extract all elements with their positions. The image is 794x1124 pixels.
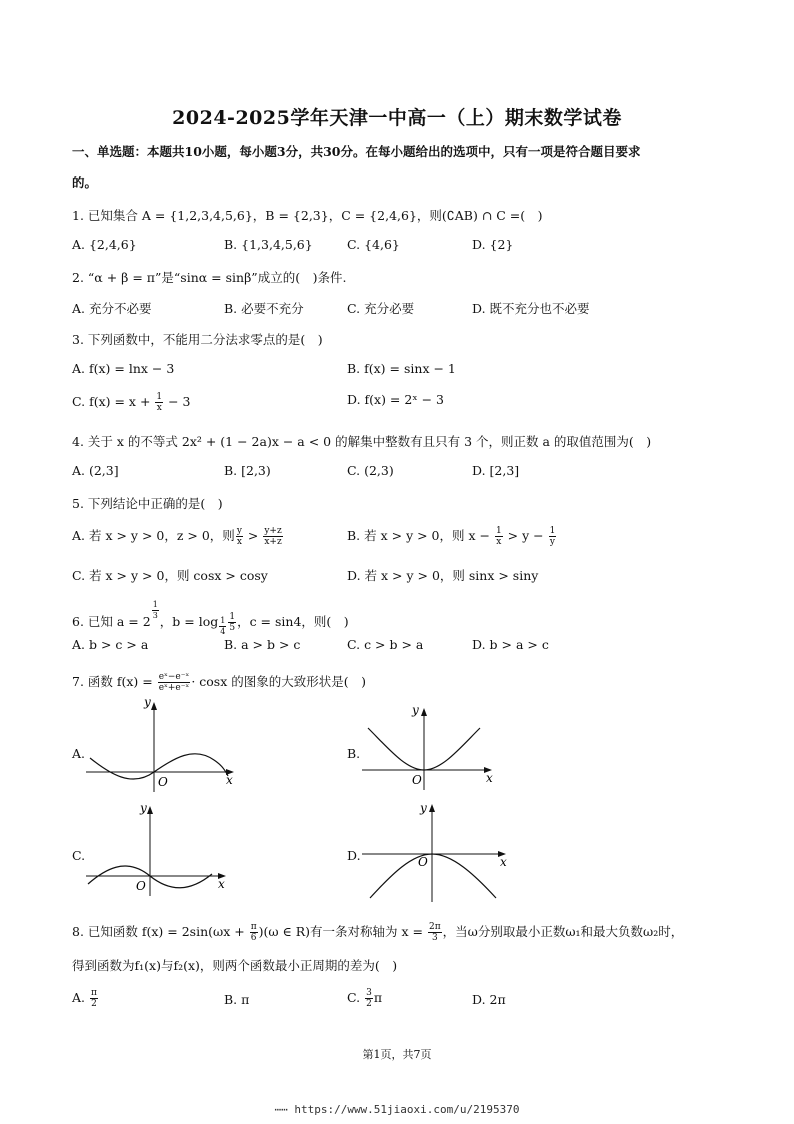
frac-num: 1	[549, 526, 556, 536]
q3-option-d: D. f(x) = 2ˣ − 3	[347, 392, 444, 407]
q5-b-gt: > y −	[503, 528, 548, 543]
frac-num: 1	[220, 616, 226, 625]
x-axis-label: x	[486, 771, 493, 785]
q8-option-c	[347, 988, 382, 1009]
fraction	[495, 526, 503, 547]
q7-option-c-label: C.	[72, 848, 86, 863]
q5-option-b	[347, 526, 557, 547]
q3-option-c-pre: C. f(x) = x +	[72, 394, 155, 409]
frac-den: x	[496, 537, 502, 547]
question-7	[72, 672, 732, 693]
q2-option-b: B. 必要不充分	[224, 301, 304, 316]
q8-post: ，当ω分别取最小正数ω₁和最大负数ω₂时，	[442, 924, 684, 939]
q5-option-a	[72, 526, 284, 547]
fraction	[428, 922, 442, 943]
frac-den: x	[156, 403, 162, 413]
q7-option-a-label: A.	[72, 746, 86, 761]
q1-option-c: C. {4,6}	[347, 237, 400, 252]
fraction	[549, 526, 557, 547]
q6-option-c: C. c > b > a	[347, 637, 424, 652]
q1-option-b: B. {1,3,4,5,6}	[224, 237, 313, 252]
frac-num: 1	[156, 392, 163, 402]
origin-label: O	[136, 879, 146, 893]
q2-option-c: C. 充分必要	[347, 301, 415, 316]
origin-label: O	[418, 855, 428, 869]
q6-option-d: D. b > a > c	[472, 637, 549, 652]
q8-option-d: D. 2π	[472, 992, 506, 1007]
x-axis-label: x	[226, 773, 233, 787]
question-8	[72, 922, 732, 943]
origin-label: O	[412, 773, 422, 787]
q7-graph-c	[82, 800, 242, 900]
frac-den: 6	[250, 933, 257, 943]
frac-den: 2	[366, 999, 372, 1009]
q6-option-a: A. b > c > a	[72, 637, 149, 652]
fraction	[155, 392, 163, 413]
frac-den: 3	[431, 933, 438, 943]
q7-option-b-label: B.	[347, 746, 361, 761]
section-heading-line1: 一、单选题：本题共10小题，每小题3分，共30分。在每小题给出的选项中，只有一项是符合题目要求	[72, 144, 641, 159]
q7-graph-a	[82, 696, 242, 796]
frac-den: 4	[220, 627, 226, 636]
frac-den: 5	[229, 623, 236, 633]
frac-num: π	[250, 922, 257, 932]
frac-num: y	[236, 526, 242, 536]
y-arrow-icon	[421, 708, 427, 716]
question-4: 4. 关于 x 的不等式 2x² + (1 − 2a)x − a < 0 的解集中整数有且只有 3 个，则正数 a 的取值范围为( )	[72, 434, 652, 449]
frac-den: x+z	[264, 537, 282, 547]
q6-option-b: B. a > b > c	[224, 637, 301, 652]
fraction	[263, 526, 282, 547]
q5-b-pre: B. 若 x > y > 0，则 x −	[347, 528, 494, 543]
section-heading-line2: 的。	[72, 175, 98, 190]
frac-den: 3	[152, 611, 158, 620]
q4-option-c: C. (2,3)	[347, 463, 394, 478]
q8-a-pre: A.	[72, 990, 89, 1005]
q6-mid: ，b = log	[159, 614, 219, 629]
frac-num: 3	[366, 988, 372, 998]
page-footer: 第1页，共7页	[362, 1048, 432, 1061]
x-axis-label: x	[218, 877, 225, 891]
log-base-fraction	[219, 616, 226, 637]
page-title: 2024-2025学年天津一中高一（上）期末数学试卷	[172, 107, 622, 129]
frac-num: y+z	[264, 526, 282, 536]
q7-graph-b	[358, 700, 503, 795]
frac-num: 1	[152, 600, 158, 609]
q8-c-pre: C.	[347, 990, 365, 1005]
q2-option-a: A. 充分不必要	[72, 301, 152, 316]
y-arrow-icon	[429, 804, 435, 812]
question-3: 3. 下列函数中，不能用二分法求零点的是( )	[72, 332, 323, 347]
q5-a-gt: >	[243, 528, 263, 543]
fraction	[90, 988, 98, 1009]
fraction	[250, 922, 258, 943]
q1-option-d: D. {2}	[472, 237, 514, 252]
y-axis-label: y	[420, 801, 427, 815]
origin-label: O	[158, 775, 168, 789]
x-axis-label: x	[500, 855, 507, 869]
question-8-line2: 得到函数为f₁(x)与f₂(x)，则两个函数最小正周期的差为( )	[72, 958, 398, 973]
frac-num: eˣ−e⁻ˣ	[158, 672, 190, 682]
question-5: 5. 下列结论中正确的是( )	[72, 496, 223, 511]
y-axis-label: y	[144, 696, 151, 709]
question-2: 2. “α + β = π”是“sinα = sinβ”成立的( )条件.	[72, 270, 347, 285]
q2-option-d: D. 既不充分也不必要	[472, 301, 590, 316]
q5-a-pre: A. 若 x > y > 0，z > 0，则	[72, 528, 235, 543]
q5-option-d: D. 若 x > y > 0，则 sinx > siny	[347, 568, 539, 583]
q8-pre: 8. 已知函数 f(x) = 2sin(ωx +	[72, 924, 249, 939]
q3-option-c	[72, 392, 191, 413]
q8-c-post: π	[373, 990, 383, 1005]
frac-den: y	[549, 537, 556, 547]
y-axis-label: y	[140, 801, 147, 815]
frac-den: 2	[91, 999, 97, 1009]
question-1: 1. 已知集合 A = {1,2,3,4,5,6}，B = {2,3}，C = {2,4,6}，则(∁AB) ∩ C =( )	[72, 208, 543, 223]
q8-mid: )(ω ∈ R)有一条对称轴为 x =	[258, 924, 427, 939]
q7-graph-d	[358, 798, 518, 908]
curve	[370, 854, 496, 898]
y-axis-label: y	[412, 703, 419, 717]
question-6	[72, 600, 732, 637]
q3-option-b: B. f(x) = sinx − 1	[347, 361, 456, 376]
y-arrow-icon	[147, 806, 153, 814]
q6-post: ，c = sin4，则( )	[237, 614, 349, 629]
q8-option-a	[72, 988, 99, 1009]
q7-post: · cosx 的图象的大致形状是( )	[191, 674, 366, 689]
fraction	[158, 672, 191, 693]
frac-den: eˣ+e⁻ˣ	[158, 683, 190, 693]
frac-num: 1	[229, 612, 236, 622]
watermark-url[interactable]: ⋯⋯ https://www.51jiaoxi.com/u/2195370	[274, 1103, 520, 1116]
q1-option-a: A. {2,4,6}	[72, 237, 137, 252]
q8-option-b: B. π	[224, 992, 250, 1007]
exponent-fraction	[152, 600, 159, 621]
q5-option-c: C. 若 x > y > 0，则 cosx > cosy	[72, 568, 268, 583]
q4-option-d: D. [2,3]	[472, 463, 520, 478]
fraction	[365, 988, 373, 1009]
q6-pre: 6. 已知 a = 2	[72, 614, 151, 629]
y-arrow-icon	[151, 702, 157, 710]
frac-num: 2π	[429, 922, 441, 932]
q3-option-c-post: − 3	[164, 394, 191, 409]
q7-option-d-label: D.	[347, 848, 361, 863]
frac-den: x	[236, 537, 242, 547]
fraction	[236, 526, 243, 547]
q3-option-a: A. f(x) = lnx − 3	[72, 361, 175, 376]
frac-num: 1	[495, 526, 502, 536]
frac-num: π	[90, 988, 97, 998]
q4-option-b: B. [2,3)	[224, 463, 271, 478]
log-arg-fraction	[228, 612, 236, 633]
q4-option-a: A. (2,3]	[72, 463, 119, 478]
q7-pre: 7. 函数 f(x) =	[72, 674, 157, 689]
